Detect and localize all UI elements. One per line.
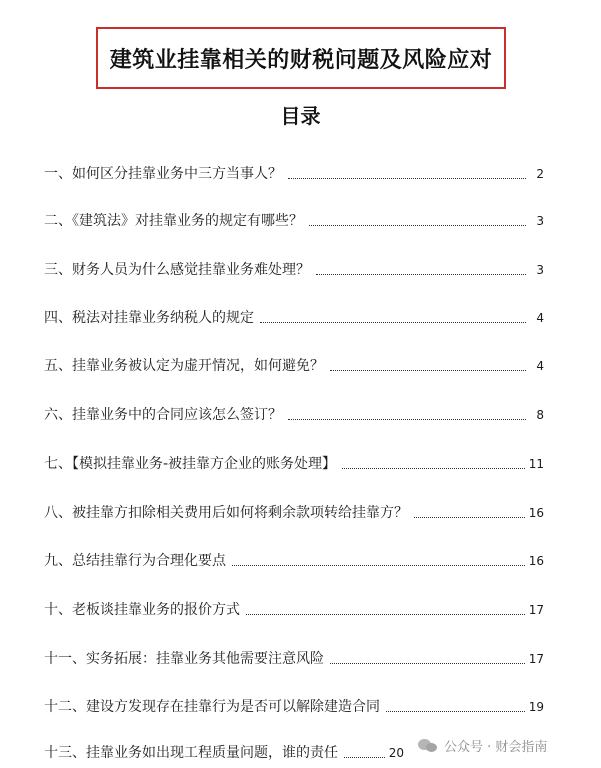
- toc-entry-label: 十三、挂靠业务如出现工程质量问题，谁的责任: [44, 745, 338, 761]
- toc-entry-page-number: 3: [536, 214, 544, 228]
- toc-entry[interactable]: [44, 399, 544, 425]
- toc-entry-page-number: 2: [536, 167, 544, 181]
- toc-entry-leader-dots: [344, 756, 385, 758]
- toc-entry-label: 三、财务人员为什么感觉挂靠业务难处理？: [44, 262, 310, 278]
- toc-entry-page-number: 16: [528, 506, 544, 520]
- toc-entry-label: 八、被挂靠方扣除相关费用后如何将剩余款项转给挂靠方？: [44, 505, 408, 521]
- toc-entry[interactable]: [44, 254, 544, 280]
- toc-entry[interactable]: [44, 545, 544, 571]
- toc-entry-page-number: 4: [536, 311, 544, 325]
- toc-entry-leader-dots: [342, 467, 525, 469]
- toc-entry-page-number: 17: [528, 652, 544, 666]
- toc-entry-page-number: 4: [536, 359, 544, 373]
- toc-entry[interactable]: [44, 205, 544, 231]
- toc-entry-label: 六、挂靠业务中的合同应该怎么签订？: [44, 407, 282, 423]
- toc-entry-label: 四、税法对挂靠业务纳税人的规定: [44, 310, 254, 326]
- toc-entry-label: 一、如何区分挂靠业务中三方当事人？: [44, 166, 282, 182]
- toc-entry-label: 二、《建筑法》对挂靠业务的规定有哪些？: [44, 213, 303, 229]
- toc-entry-label: 十、老板谈挂靠业务的报价方式: [44, 602, 240, 618]
- toc-entry-page-number: 19: [528, 700, 544, 714]
- toc-entry-label: 九、总结挂靠行为合理化要点: [44, 553, 226, 569]
- toc-entry[interactable]: [44, 158, 544, 184]
- wechat-icon: [418, 739, 438, 753]
- toc-entry-label: 五、挂靠业务被认定为虚开情况，如何避免？: [44, 358, 324, 374]
- toc-entry-page-number: 11: [528, 457, 544, 471]
- toc-heading: 目录: [280, 104, 321, 128]
- toc-entry-leader-dots: [414, 516, 525, 518]
- toc-entry[interactable]: [44, 594, 544, 620]
- toc-entry-leader-dots: [288, 418, 526, 420]
- toc-entry[interactable]: [44, 350, 544, 376]
- toc-entry-leader-dots: [309, 224, 526, 226]
- watermark: [418, 736, 547, 755]
- toc-entry-leader-dots: [330, 662, 525, 664]
- toc-entry-page-number: 20: [388, 746, 404, 760]
- toc-entry-label: 十二、建设方发现存在挂靠行为是否可以解除建造合同: [44, 699, 380, 715]
- toc-entry-label: 十一、实务拓展：挂靠业务其他需要注意风险: [44, 651, 324, 667]
- toc-entry[interactable]: [44, 448, 544, 474]
- toc-entry-label: 七、【模拟挂靠业务-被挂靠方企业的账务处理】: [44, 456, 337, 472]
- toc-entry-leader-dots: [330, 369, 526, 371]
- toc-entry-leader-dots: [232, 564, 525, 566]
- toc-entry-leader-dots: [288, 177, 526, 179]
- toc-entry-leader-dots: [386, 710, 525, 712]
- toc-entry[interactable]: [44, 691, 544, 717]
- toc-entry-page-number: 8: [536, 408, 544, 422]
- toc-entry[interactable]: [44, 643, 544, 669]
- toc-entry-leader-dots: [316, 273, 526, 275]
- toc-entry[interactable]: [44, 302, 544, 328]
- toc-entry[interactable]: [44, 737, 404, 763]
- toc-entry-page-number: 3: [536, 263, 544, 277]
- toc-entry-page-number: 17: [528, 603, 544, 617]
- toc-entry-leader-dots: [246, 613, 525, 615]
- toc-entry[interactable]: [44, 497, 544, 523]
- document-title: 建筑业挂靠相关的财税问题及风险应对: [109, 47, 493, 73]
- toc-entry-leader-dots: [260, 321, 526, 323]
- watermark-text: 公众号 · 财会指南: [444, 740, 548, 755]
- document-title-box: [96, 27, 506, 89]
- toc-entry-page-number: 16: [528, 554, 544, 568]
